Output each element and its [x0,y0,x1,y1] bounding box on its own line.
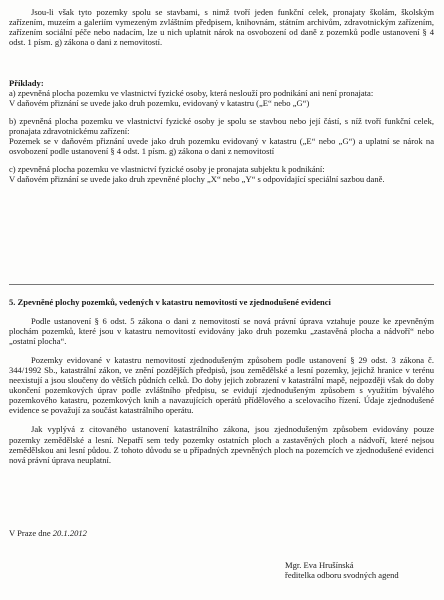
examples-section [9,78,434,184]
document-date: 20.1.2012 [52,528,87,538]
example-a-condition: a) zpevněná plocha pozemku ve vlastnictví fyzické osoby, která neslouží pro podnikání ani není pronajata: [9,88,374,99]
intro-paragraph [9,7,434,47]
section-5-heading: 5. Zpevněné plochy pozemků, vedených v katastru nemovitostí ve zjednodušené evidenci [9,297,331,307]
section-5-paragraph-3: Jak vyplývá z citovaného ustanovení katastrálního zákona, jsou zjednodušeným způsobem evidovány pouze pozemky zemědělské a lesní. Nepatří sem tedy pozemky ostatních ploch a zastavěných ploch a nádvoří, které nejsou zemědělskou ani lesní půdou. Z tohoto důvodu se u případných zpevněných ploch na pozemcích ve zjednodušené evidenci nová právní úprava neuplatní. [9,424,434,465]
signer-title: ředitelka odboru svodných agend [285,570,399,581]
example-c-condition: c) zpevněná plocha pozemku ve vlastnictví fyzické osoby je pronajata subjektu k podnikání: [9,164,325,175]
example-a-result: V daňovém přiznání se uvede jako druh pozemku, evidovaný v katastru („E“ nebo „G“) [9,98,310,109]
examples-title: Příklady: [9,78,44,88]
section-5 [9,297,434,465]
signer-name: Mgr. Eva Hrušínská [285,560,354,570]
example-c-result: V daňovém přiznání se uvede jako druh zpevněné plochy „X“ nebo „Y“ s odpovídající speciální sazbou daně. [9,174,385,185]
intro-text: Jsou-li však tyto pozemky spolu se stavbami, s nimž tvoří jeden funkční celek, pronajaty školám, školským zařízením, muzeím a galeriím vymezeným zvláštním předpisem, knihovnám, státním archivům, zdravotnickým zařízením, zařízením sociální péče nebo nadacím, lze u nich uplatnit nárok na osvobození od daně z pozemků podle ustanovení § 4 odst. 1 písm. g) zákona o dani z nemovitostí. [9,7,434,48]
place-date [9,528,87,538]
example-b-condition: b) zpevněná plocha pozemku ve vlastnictví fyzické osoby je spolu se stavbou nebo její částí, s níž tvoří funkční celek, pronajata zdravotnickému zařízení: [9,116,434,137]
section-divider [9,284,434,285]
example-b-result: Pozemek se v daňovém přiznání uvede jako druh pozemku evidovaný v katastru („E“ nebo „G“) a uplatní se nárok na osvobození podle ustanovení § 4 odst. 1 písm. g) zákona o dani z nemovitostí [9,136,434,157]
section-5-paragraph-1: Podle ustanovení § 6 odst. 5 zákona o dani z nemovitostí se nová právní úprava vztahuje pouze ke zpevněným plochám pozemků, které jsou v katastru nemovitostí evidovány jako druh pozemku „zastavěná plocha a nádvoří“ nebo „ostatní plocha“. [9,316,434,347]
section-5-paragraph-2: Pozemky evidované v katastru nemovitostí zjednodušeným způsobem podle ustanovení § 29 odst. 3 zákona č. 344/1992 Sb., katastrální zákon, ve znění pozdějších předpisů, jsou zemědělské a lesní pozemky, jejichž hranice v terénu neexistují a jsou sloučeny do větších půdních celků. Do doby jejich zobrazení v katastrální mapě, nejpozději však do doby ukončení pozemkových úprav podle zvláštního předpisu, se evidují zjednodušeným způsobem s využitím bývalého pozemkového katastru, pozemkových knih a navazujících operátů přídělového a scelovacího řízení. Údaje zjednodušené evidence se považují za součást katastrálního operátu. [9,355,434,416]
signature-block [285,560,399,580]
place-date-prefix: V Praze dne [9,528,53,538]
